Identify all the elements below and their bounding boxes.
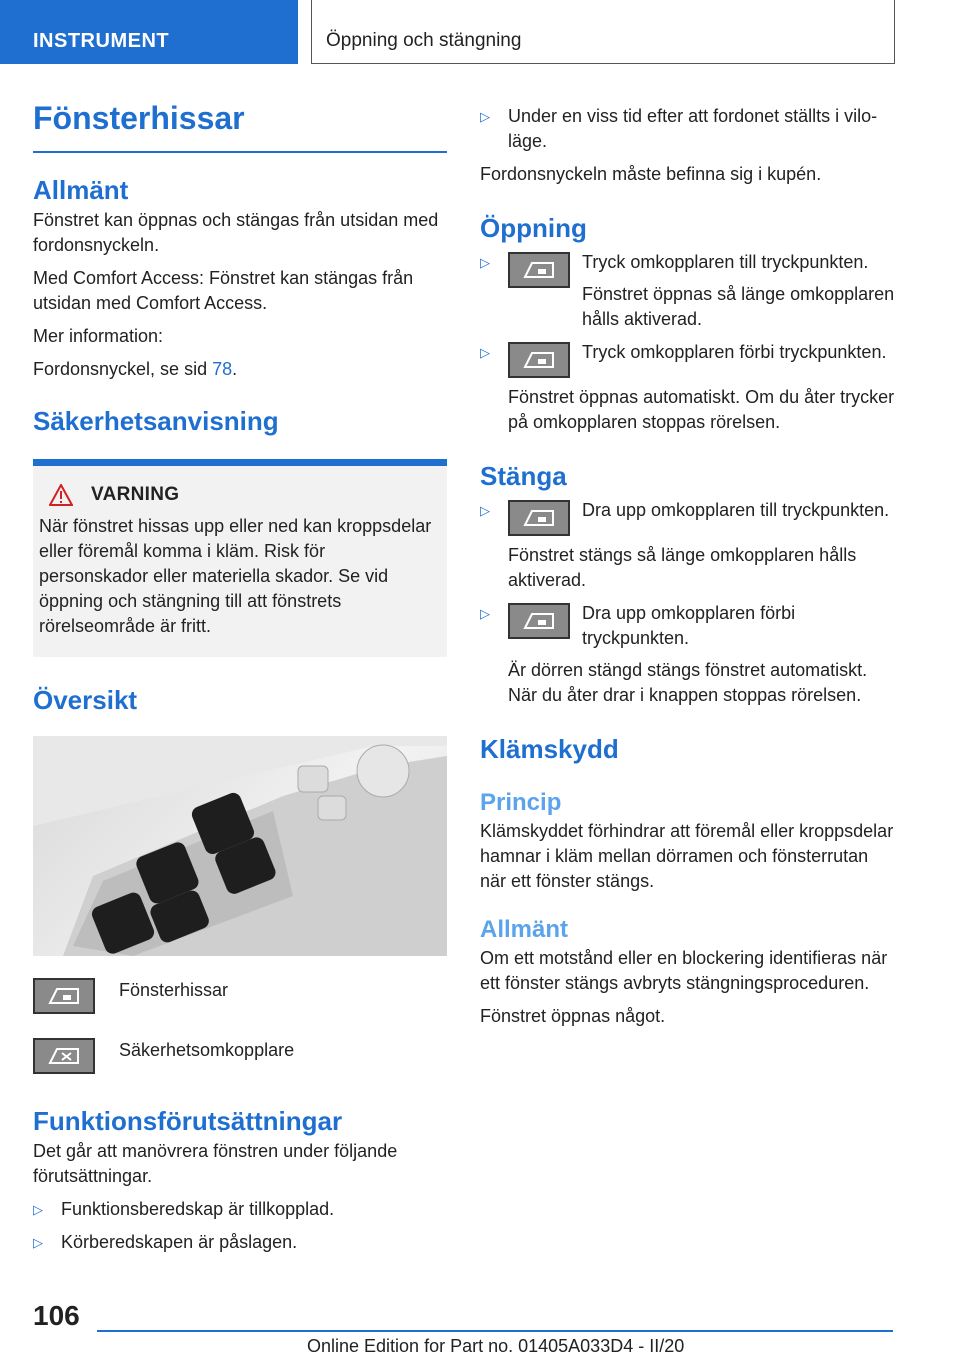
pinch-general-text: Om ett motstånd eller en blockering identifieras när ett fönster stängs avbryts stängningsproceduren. (480, 948, 888, 993)
close-step1-main: Dra upp omkopplaren till tryckpunkten. (582, 500, 890, 520)
general-p4 (33, 357, 447, 382)
window-switch-photo-illustration (33, 736, 447, 956)
bullet-triangle-icon: ▷ (480, 109, 490, 124)
bullet-text: Körberedskapen är påslagen. (61, 1232, 298, 1252)
general-p1: Fönstret kan öppnas och stängas från utsidan med fordonsnyckeln. (33, 210, 439, 255)
general-p4-end: . (232, 359, 238, 379)
pinch-general-text2: Fönstret öppnas något. (480, 1006, 666, 1026)
general-p4-text: Fordonsnyckel, se sid (33, 359, 213, 379)
footer-edition: Online Edition for Part no. 01405A033D4 - II/20 (307, 1336, 685, 1356)
warning-text: När fönstret hissas upp eller ned kan kroppsdelar eller föremål komma i kläm. Risk för personskador eller materiella skador. Se vid öppning och stängning till att fönstrets rörelseområde är fritt. (39, 516, 432, 636)
door-panel-photo (33, 736, 447, 956)
legend-window-lifters: Fönsterhissar (119, 980, 229, 1000)
header-chapter-label: Öppning och stängning (326, 30, 522, 51)
open-step2-sub: Fönstret öppnas automatiskt. Om du åter trycker på omkopplaren stoppas rörelsen. (508, 387, 895, 432)
conditions-heading: Funktionsförutsättningar (33, 1106, 343, 1136)
bullet-triangle-icon: ▷ (33, 1202, 43, 1217)
open-step1-sub: Fönstret öppnas så länge omkopplaren hålls aktiverad. (582, 284, 895, 329)
list-item (480, 250, 895, 332)
general-p2: Med Comfort Access: Fönstret kan stängas från utsidan med Comfort Access. (33, 268, 414, 313)
header-section-tab (0, 0, 298, 64)
legend-row-window-lifters (33, 978, 447, 1014)
open-step1-main: Tryck omkopplaren till tryckpunkten. (582, 252, 869, 272)
safety-heading: Säkerhetsanvisning (33, 406, 279, 436)
list-item (33, 1197, 447, 1222)
left-column (33, 100, 447, 1255)
header-chapter-tab (311, 0, 895, 64)
bullet-text: Funktionsberedskap är tillkopplad. (61, 1199, 335, 1219)
closing-heading: Stänga (480, 461, 567, 491)
close-step2-main: Dra upp omkopplaren förbi tryckpunkten. (582, 603, 796, 648)
window-switch-icon (508, 252, 570, 288)
warning-label: VARNING (91, 484, 180, 505)
close-step1-sub: Fönstret stängs så länge omkopplaren hålls aktiverad. (508, 545, 857, 590)
safety-switch-icon (33, 1038, 95, 1074)
pinch-general-heading: Allmänt (480, 916, 569, 943)
window-switch-icon (33, 978, 95, 1014)
right-column (480, 100, 895, 1029)
bullet-triangle-icon: ▷ (480, 606, 490, 621)
list-item (480, 601, 895, 708)
page-title: Fönsterhissar (33, 100, 447, 153)
warning-title (49, 484, 437, 506)
legend-row-safety-switch (33, 1038, 447, 1074)
bullet-triangle-icon: ▷ (33, 1235, 43, 1250)
opening-heading: Öppning (480, 213, 587, 243)
header-section-label: INSTRUMENT (33, 30, 170, 52)
conditions-intro: Det går att manövrera fönstren under följande förutsättningar. (33, 1141, 398, 1186)
warning-box (33, 459, 447, 657)
page-link-78[interactable]: 78 (212, 359, 233, 379)
close-step2-sub: Är dörren stängd stängs fönstret automatiskt. När du åter drar i knappen stoppas rörelsen. (508, 660, 868, 705)
principle-text: Klämskyddet förhindrar att föremål eller kroppsdelar hamnar i kläm mellan dörramen och fönsterrutan när ett fönster stängs. (480, 821, 894, 891)
general-heading: Allmänt (33, 175, 129, 205)
window-switch-icon (508, 500, 570, 536)
window-switch-icon (508, 603, 570, 639)
window-switch-icon (508, 342, 570, 378)
list-item (480, 498, 895, 593)
bullet-triangle-icon: ▷ (480, 255, 490, 270)
warning-triangle-icon (49, 484, 73, 506)
page-number: 106 (33, 1300, 80, 1331)
open-step2-main: Tryck omkopplaren förbi tryckpunkten. (582, 342, 887, 362)
list-item (33, 1230, 447, 1255)
footer-divider (97, 1330, 893, 1332)
general-p3: Mer information: (33, 326, 164, 346)
bullet-triangle-icon: ▷ (480, 345, 490, 360)
overview-heading: Översikt (33, 685, 138, 715)
bullet-text: Under en viss tid efter att fordonet ställts i viloläge. (508, 106, 878, 151)
key-in-cabin-text: Fordonsnyckeln måste befinna sig i kupén. (480, 164, 822, 184)
bullet-triangle-icon: ▷ (480, 503, 490, 518)
pinch-protection-heading: Klämskydd (480, 734, 619, 764)
principle-heading: Princip (480, 789, 562, 816)
list-item (480, 340, 895, 435)
list-item (480, 104, 895, 154)
legend-safety-switch: Säkerhetsomkopplare (119, 1040, 295, 1060)
